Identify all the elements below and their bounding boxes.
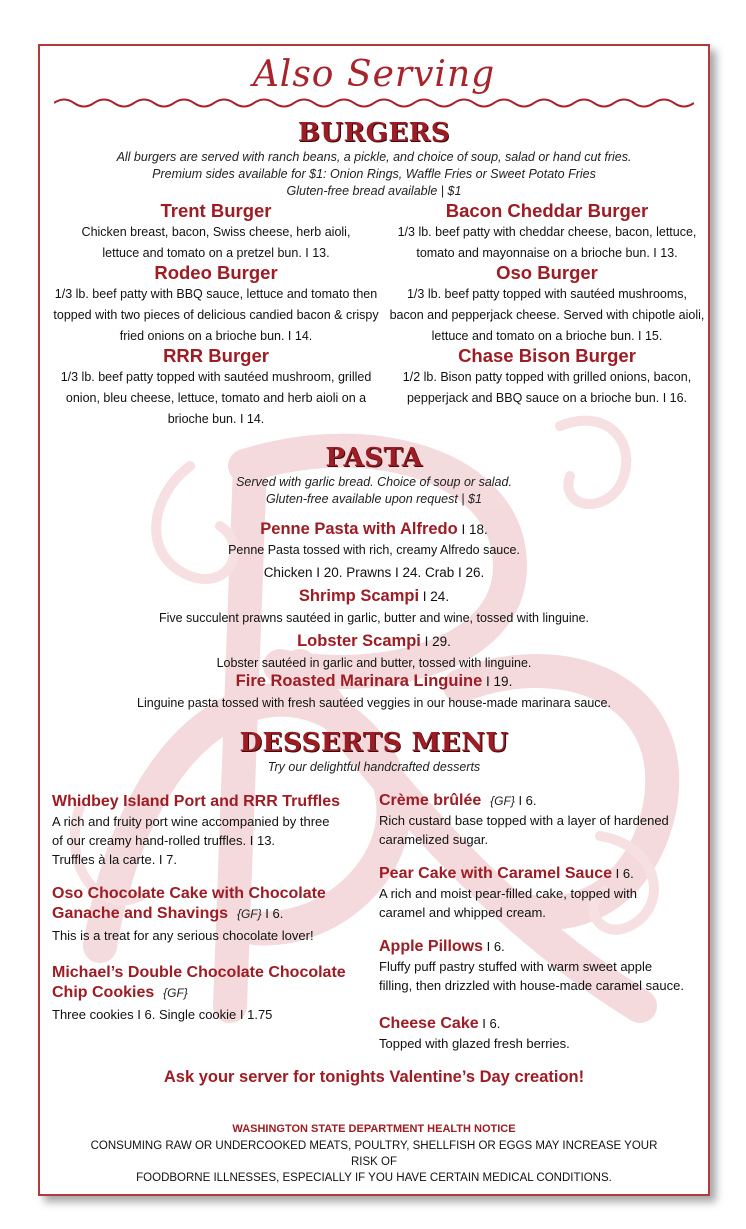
item-name: Penne Pasta with Alfredo — [260, 520, 458, 538]
health-notice-title: WASHINGTON STATE DEPARTMENT HEALTH NOTICE — [232, 1123, 516, 1135]
pasta-item — [40, 587, 708, 606]
pasta-note: Served with garlic bread. Choice of soup or salad. Gluten-free available upon request | $1 — [236, 475, 512, 506]
gluten-free-tag: {GF} — [236, 907, 262, 921]
item-name: Bacon Cheddar Burger — [445, 200, 649, 221]
item-name: Rodeo Burger — [154, 262, 278, 283]
page-title: Also Serving — [252, 54, 496, 95]
pasta-item — [40, 672, 708, 691]
item-price: I 18. — [457, 522, 488, 537]
item-name: Apple Pillows — [379, 938, 484, 955]
burger-item: Rodeo Burger 1/3 lb. beef patty with BBQ sauce, lettuce and tomato then topped with two pieces of delicious candied bacon & crispy fried onions on a brioche bun. I 14. — [46, 262, 386, 347]
item-name: Trent Burger — [160, 200, 272, 221]
item-addons: Chicken I 20. Prawns I 24. Crab I 26. — [263, 565, 485, 580]
dessert-item: Pear Cake with Caramel Sauce I 6. A rich and moist pear-filled cake, topped with caramel and whipped cream. — [379, 865, 637, 920]
dessert-item: Whidbey Island Port and RRR Truffles A rich and fruity port wine accompanied by three of our creamy hand-rolled truffles. I 13. Truffles à la carte. I 7. — [52, 792, 372, 869]
burger-item: Trent Burger Chicken breast, bacon, Swiss cheese, herb aioli, lettuce and tomato on a pretzel bun. I 13. — [46, 200, 386, 264]
item-description: Five succulent prawns sautéed in garlic, butter and wine, tossed with linguine. — [158, 611, 590, 625]
item-price: I 19. — [482, 674, 513, 689]
valentine-special: Ask your server for tonights Valentine’s Day creation! — [163, 1068, 585, 1086]
item-name: Fire Roasted Marinara Linguine — [235, 672, 483, 690]
pasta-heading: PASTA — [325, 443, 423, 473]
item-name: Michael’s Double Chocolate Chocolate — [52, 964, 346, 981]
item-price: I 24. — [419, 589, 450, 604]
item-name: Lobster Scampi — [297, 632, 421, 650]
burger-item: Bacon Cheddar Burger 1/3 lb. beef patty with cheddar cheese, bacon, lettuce, tomato and mayonnaise on a brioche bun. I 13. — [388, 200, 706, 264]
desserts-heading: DESSERTS MENU — [239, 728, 509, 758]
dessert-item: Oso Chocolate Cake with Chocolate Ganache and Shavings {GF} I 6. This is a treat for any serious chocolate lover! — [52, 884, 372, 945]
burger-item: Chase Bison Burger 1/2 lb. Bison patty topped with grilled onions, bacon, pepperjack and BBQ sauce on a brioche bun. I 16. — [388, 345, 706, 409]
gluten-free-tag: {GF} — [163, 986, 188, 1000]
pasta-item — [40, 520, 708, 539]
health-notice-text: CONSUMING RAW OR UNDERCOOKED MEATS, POULTRY, SHELLFISH OR EGGS MAY INCREASE YOUR RISK OF FOODBORNE ILLNESSES, ESPECIALLY IF YOU HAVE CERTAIN MEDICAL CONDITIONS. — [90, 1140, 658, 1184]
title-divider — [54, 96, 694, 110]
item-name: Shrimp Scampi — [298, 587, 420, 605]
item-price: I 29. — [420, 634, 451, 649]
item-name: Pear Cake with Caramel Sauce — [379, 865, 613, 882]
dessert-item: Apple Pillows I 6. Fluffy puff pastry stuffed with warm sweet apple filling, then drizzled with house-made caramel sauce. — [379, 938, 684, 993]
burgers-note: All burgers are served with ranch beans, a pickle, and choice of soup, salad or hand cut fries. Premium sides available for $1: Onion Rings, Waffle Fries or Sweet Potato Fries Gluten-free bread available | $1 — [116, 150, 632, 198]
item-name: RRR Burger — [163, 345, 269, 366]
item-name: Cheese Cake — [379, 1015, 479, 1032]
item-description: Linguine pasta tossed with fresh sautéed veggies in our house-made marinara sauce. — [137, 696, 611, 710]
item-name: Oso Burger — [496, 262, 598, 283]
dessert-item: Crème brûlée {GF} I 6. Rich custard base topped with a layer of hardened caramelized sugar. — [379, 792, 669, 847]
desserts-note: Try our delightful handcrafted desserts — [267, 760, 481, 774]
item-name: Chase Bison Burger — [458, 345, 636, 366]
burgers-heading: BURGERS — [297, 118, 451, 148]
item-name: Oso Chocolate Cake with Chocolate — [52, 885, 326, 902]
item-name: Whidbey Island Port and RRR Truffles — [52, 793, 341, 810]
dessert-item: Cheese Cake I 6. Topped with glazed fresh berries. — [379, 1015, 570, 1051]
burger-item: Oso Burger 1/3 lb. beef patty topped with sautéed mushrooms, bacon and pepperjack cheese. Served with chipotle aioli, lettuce and tomato on a brioche bun. I 15. — [389, 262, 705, 343]
item-description: Lobster sautéed in garlic and butter, tossed with linguine. — [216, 656, 532, 670]
menu-page — [38, 44, 710, 1196]
burger-item: RRR Burger 1/3 lb. beef patty topped with sautéed mushroom, grilled onion, bleu cheese, lettuce, tomato and herb aioli on a brioche bun. I 14. — [46, 345, 386, 430]
item-description: Penne Pasta tossed with rich, creamy Alfredo sauce. — [228, 543, 520, 557]
item-name: Crème brûlée — [379, 792, 482, 809]
dessert-item: Michael’s Double Chocolate Chocolate Chip Cookies {GF} Three cookies I 6. Single cookie I 1.75 — [52, 963, 382, 1024]
pasta-item — [40, 632, 708, 651]
gluten-free-tag: {GF} — [490, 794, 515, 808]
